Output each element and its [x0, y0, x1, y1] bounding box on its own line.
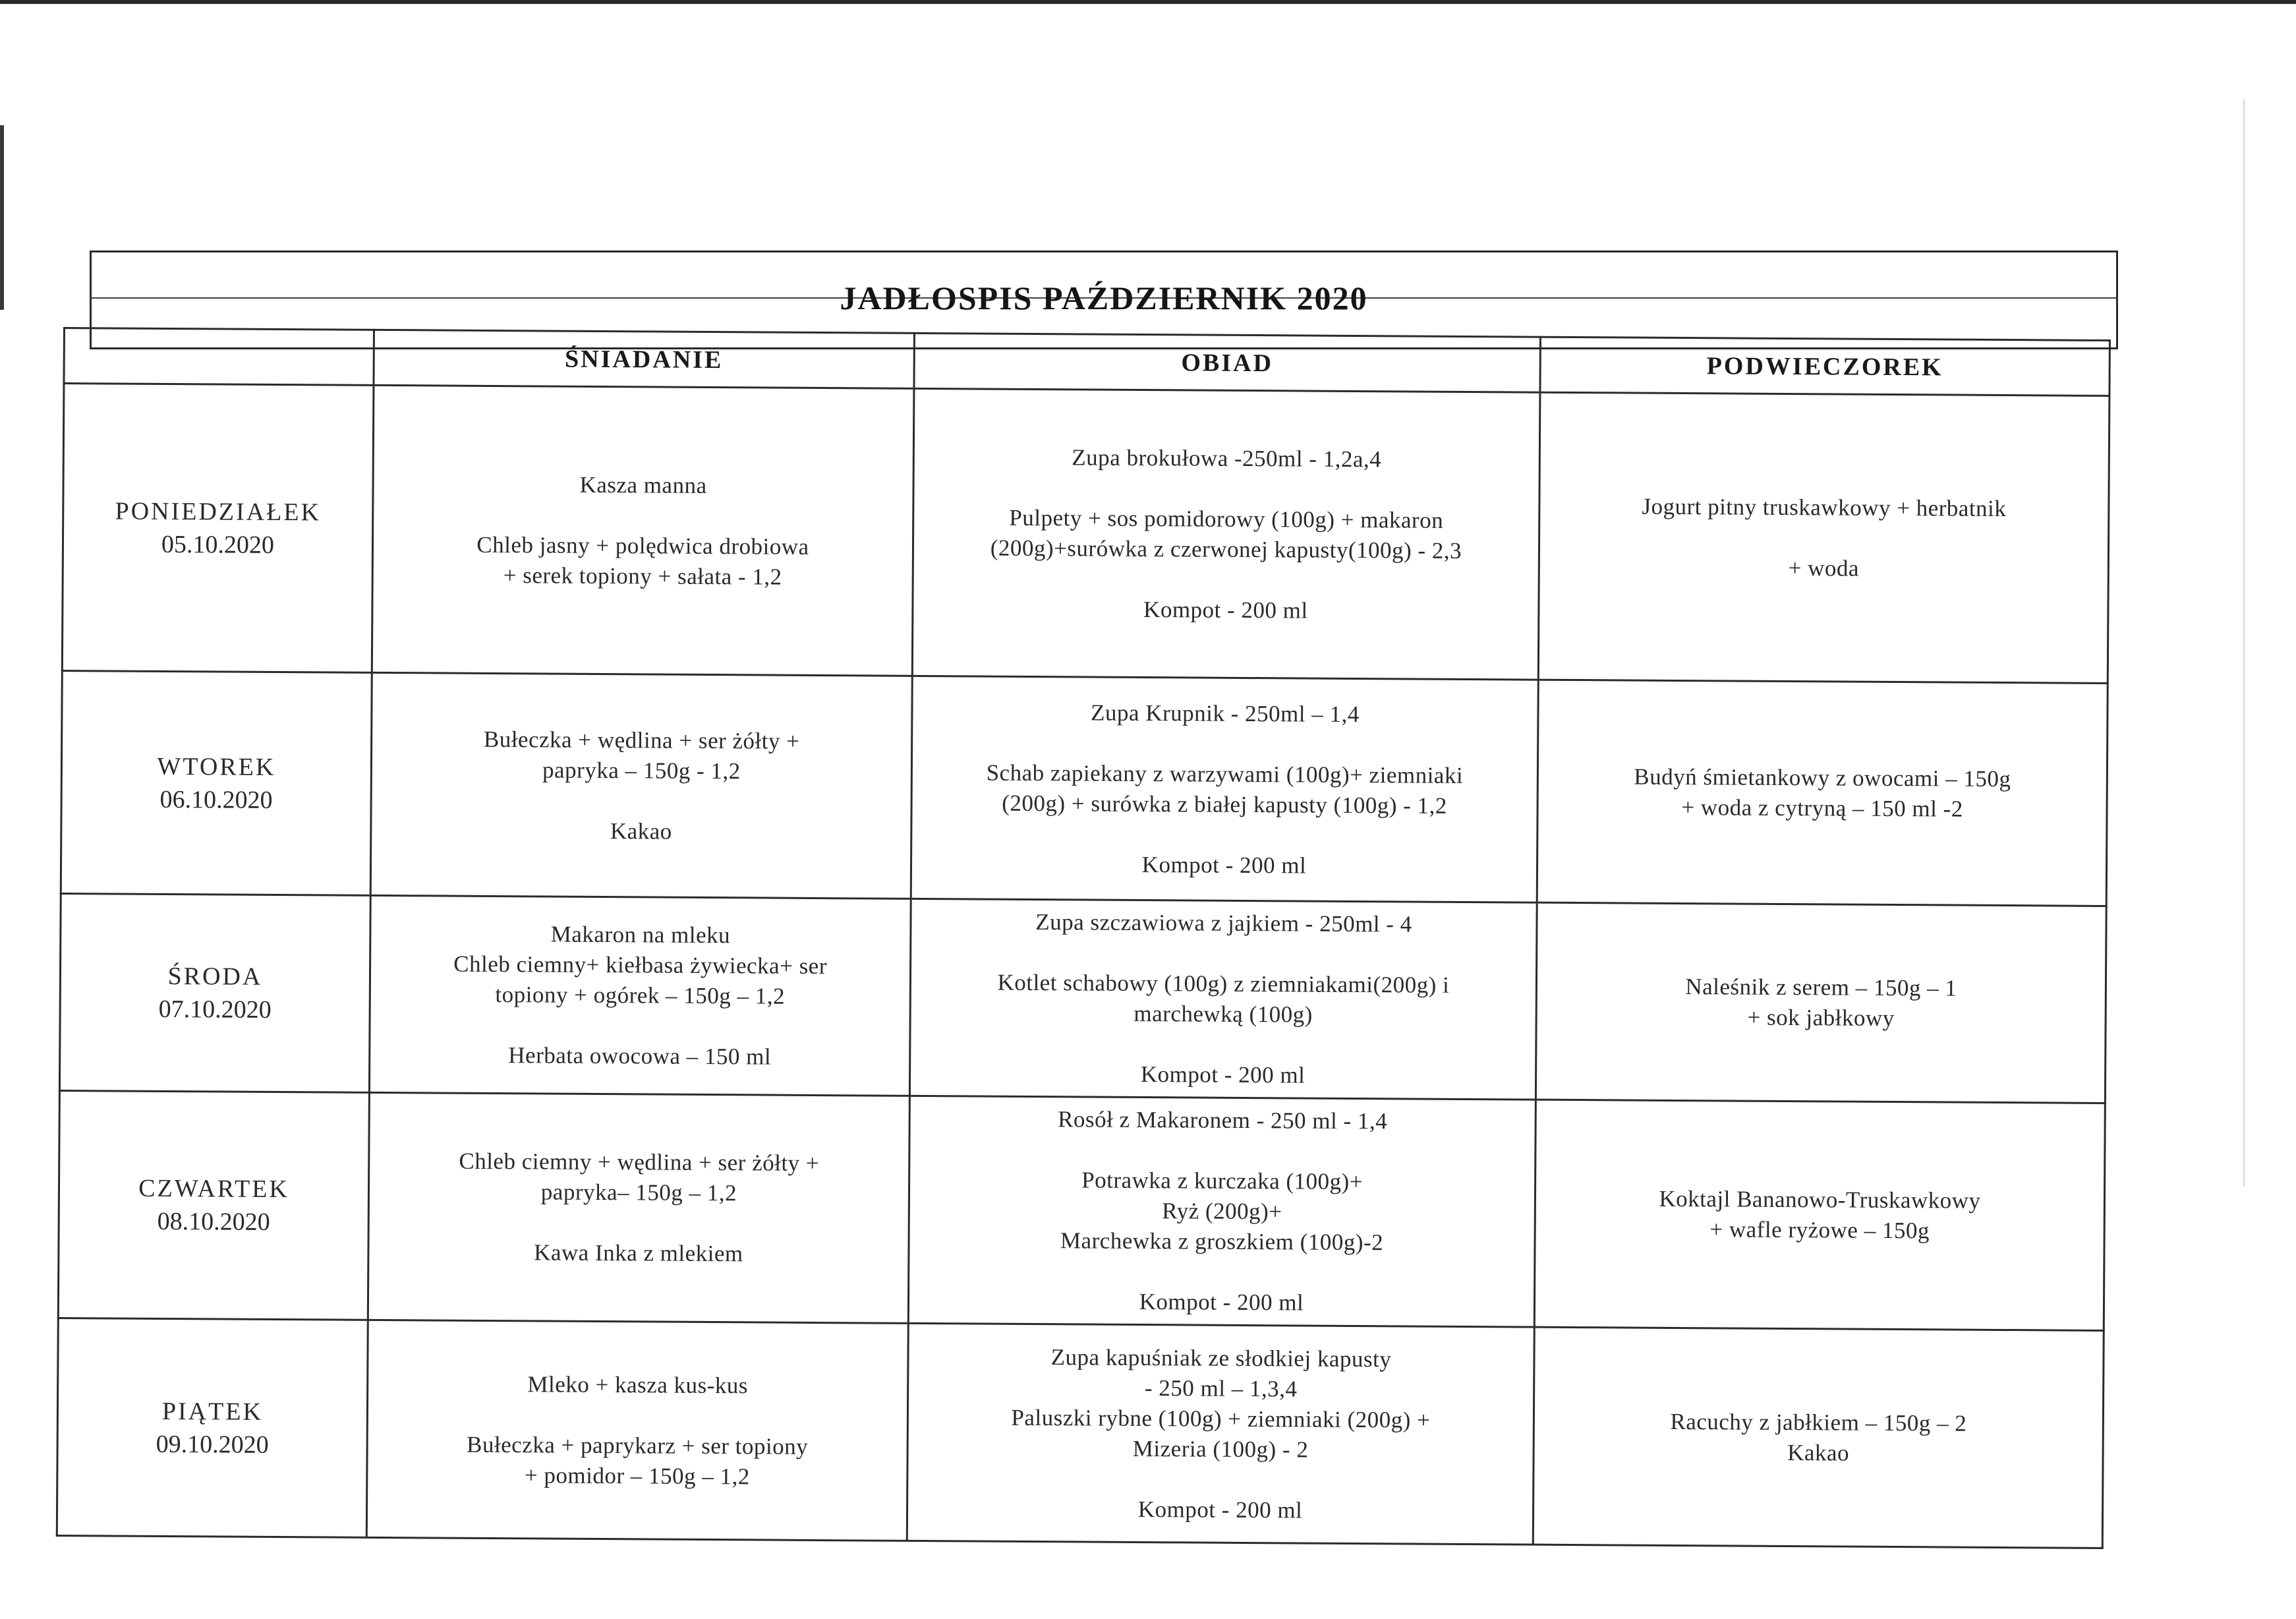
obiad-line: Ryż (200g)+ — [1162, 1198, 1282, 1225]
obiad-cell — [911, 676, 1538, 902]
podwieczorek-line: Koktajl Bananowo-Truskawkowy — [1659, 1185, 1981, 1214]
day-name: PONIEDZIAŁEK — [115, 496, 322, 526]
sniadanie-line: Kakao — [610, 817, 672, 844]
line-gap — [383, 1206, 895, 1240]
day-row — [57, 1318, 2104, 1548]
line-gap — [927, 472, 1525, 506]
podwieczorek-line: Racuchy z jabłkiem – 150g – 2 — [1670, 1408, 1967, 1436]
sniadanie-line: Chleb ciemny + wędlina + ser żółty + — [459, 1148, 820, 1177]
line-gap — [387, 499, 899, 533]
page-title: JADŁOSPIS PAŹDZIERNIK 2020 — [840, 280, 1368, 316]
day-cell — [59, 893, 370, 1092]
line-gap — [923, 1134, 1521, 1168]
obiad-cell — [912, 388, 1540, 680]
scan-edge-right — [2243, 99, 2245, 1187]
podwieczorek-line: + wafle ryżowe – 150g — [1709, 1216, 1930, 1244]
day-name: WTOREK — [157, 752, 276, 781]
obiad-line: Potrawka z kurczaka (100g)+ — [1081, 1167, 1363, 1195]
line-gap — [926, 727, 1524, 761]
day-name: ŚRODA — [167, 962, 263, 991]
header-podwieczorek: PODWIECZOREK — [1540, 337, 2109, 396]
obiad-line: Kompot - 200 ml — [1140, 1061, 1306, 1088]
sniadanie-line: Bułeczka + paprykarz + ser topiony — [466, 1431, 809, 1459]
sniadanie-line: Mleko + kasza kus-kus — [527, 1370, 749, 1398]
line-gap — [382, 1398, 894, 1432]
podwieczorek-cell — [1534, 1100, 2105, 1330]
sniadanie-cell — [370, 672, 912, 898]
day-date: 05.10.2020 — [161, 530, 275, 559]
line-gap — [925, 818, 1523, 852]
obiad-line: Kompot - 200 ml — [1143, 596, 1308, 624]
day-cell — [62, 384, 374, 673]
podwieczorek-line: Budyń śmietankowy z owocami – 150g — [1634, 763, 2011, 792]
line-gap — [924, 1028, 1522, 1062]
sniadanie-line: topiony + ogórek – 150g – 1,2 — [495, 982, 786, 1009]
day-date: 09.10.2020 — [156, 1430, 269, 1459]
obiad-line: Schab zapiekany z warzywami (100g)+ ziemniaki — [986, 759, 1464, 788]
menu-body — [57, 384, 2109, 1548]
podwieczorek-line: + woda z cytryną – 150 ml -2 — [1681, 794, 1963, 822]
day-row — [62, 384, 2109, 684]
sniadanie-line: Herbata owocowa – 150 ml — [508, 1042, 772, 1070]
podwieczorek-line: Jogurt pitny truskawkowy + herbatnik — [1642, 493, 2007, 521]
sniadanie-line: papryka– 150g – 1,2 — [540, 1179, 737, 1206]
scan-edge-top — [0, 0, 2296, 4]
day-date: 06.10.2020 — [159, 785, 273, 814]
podwieczorek-cell — [1535, 902, 2106, 1103]
day-row — [61, 670, 2108, 906]
obiad-line: Kotlet schabowy (100g) z ziemniakami(200g) i — [997, 969, 1450, 998]
sniadanie-line: Chleb ciemny+ kiełbasa żywiecka+ ser — [453, 951, 828, 980]
obiad-line: Zupa Krupnik - 250ml – 1,4 — [1090, 699, 1360, 727]
sniadanie-cell — [366, 1320, 908, 1541]
podwieczorek-line: + sok jabłkowy — [1747, 1004, 1895, 1031]
podwieczorek-cell — [1537, 680, 2108, 906]
obiad-line: (200g)+surówka z czerwonej kapusty(100g) - 2,3 — [990, 535, 1462, 564]
sniadanie-line: Bułeczka + wędlina + ser żółty + — [483, 726, 800, 754]
podwieczorek-cell — [1538, 392, 2109, 683]
podwieczorek-cell — [1533, 1327, 2104, 1548]
day-name: CZWARTEK — [138, 1174, 289, 1204]
obiad-line: Kompot - 200 ml — [1141, 851, 1307, 879]
obiad-cell — [909, 898, 1537, 1100]
day-row — [59, 893, 2106, 1103]
sniadanie-line: Kawa Inka z mlekiem — [534, 1239, 743, 1267]
sniadanie-line: Makaron na mleku — [550, 921, 731, 949]
line-gap — [385, 784, 897, 817]
obiad-line: Rosół z Makaronem - 250 ml - 1,4 — [1058, 1106, 1388, 1134]
sniadanie-line: + pomidor – 150g – 1,2 — [524, 1461, 750, 1489]
obiad-line: marchewką (100g) — [1134, 1000, 1313, 1028]
day-cell — [58, 1090, 369, 1320]
day-date: 08.10.2020 — [157, 1207, 270, 1236]
header-obiad: OBIAD — [914, 333, 1540, 392]
obiad-line: Marchewka z groszkiem (100g)-2 — [1060, 1227, 1384, 1256]
line-gap — [923, 1255, 1520, 1289]
day-row — [58, 1090, 2105, 1330]
line-gap — [384, 1009, 896, 1043]
line-gap — [927, 563, 1525, 597]
podwieczorek-line: + woda — [1788, 554, 1860, 581]
sniadanie-cell — [369, 895, 911, 1096]
sniadanie-line: Chleb jasny + polędwica drobiowa — [476, 531, 809, 560]
obiad-line: Zupa brokułowa -250ml - 1,2a,4 — [1072, 444, 1382, 472]
obiad-line: Kompot - 200 ml — [1139, 1289, 1304, 1316]
obiad-line: - 250 ml – 1,3,4 — [1144, 1374, 1298, 1401]
sniadanie-cell — [368, 1092, 909, 1323]
day-date: 07.10.2020 — [158, 995, 272, 1024]
header-day-column — [64, 328, 374, 386]
obiad-line: Paluszki rybne (100g) + ziemniaki (200g) + — [1011, 1404, 1431, 1433]
sniadanie-line: Kasza manna — [579, 471, 707, 498]
obiad-line: Zupa kapuśniak ze słodkiej kapusty — [1050, 1343, 1392, 1372]
obiad-line: Mizeria (100g) - 2 — [1132, 1435, 1309, 1463]
podwieczorek-line: Naleśnik z serem – 150g – 1 — [1685, 974, 1957, 1001]
obiad-cell — [907, 1323, 1534, 1545]
day-cell — [61, 670, 372, 895]
day-name: PIĄTEK — [161, 1397, 264, 1426]
scan-edge-left — [0, 125, 4, 310]
obiad-line: Pulpety + sos pomidorowy (100g) + makaron — [1009, 504, 1444, 533]
obiad-line: Zupa szczawiowa z jajkiem - 250ml - 4 — [1035, 909, 1412, 937]
menu-table — [56, 327, 2111, 1549]
obiad-cell — [908, 1096, 1535, 1327]
line-gap — [921, 1462, 1519, 1496]
day-cell — [57, 1318, 368, 1537]
sniadanie-line: papryka – 150g - 1,2 — [542, 756, 741, 784]
header-sniadanie: ŚNIADANIE — [374, 330, 914, 388]
line-gap — [1553, 521, 2094, 554]
sniadanie-line: + serek topiony + sałata - 1,2 — [503, 562, 782, 590]
obiad-line: (200g) + surówka z białej kapusty (100g) - 1,2 — [1002, 790, 1447, 819]
obiad-line: Kompot - 200 ml — [1137, 1496, 1303, 1523]
sniadanie-cell — [372, 385, 914, 676]
line-gap — [925, 937, 1522, 971]
podwieczorek-line: Kakao — [1787, 1439, 1850, 1466]
